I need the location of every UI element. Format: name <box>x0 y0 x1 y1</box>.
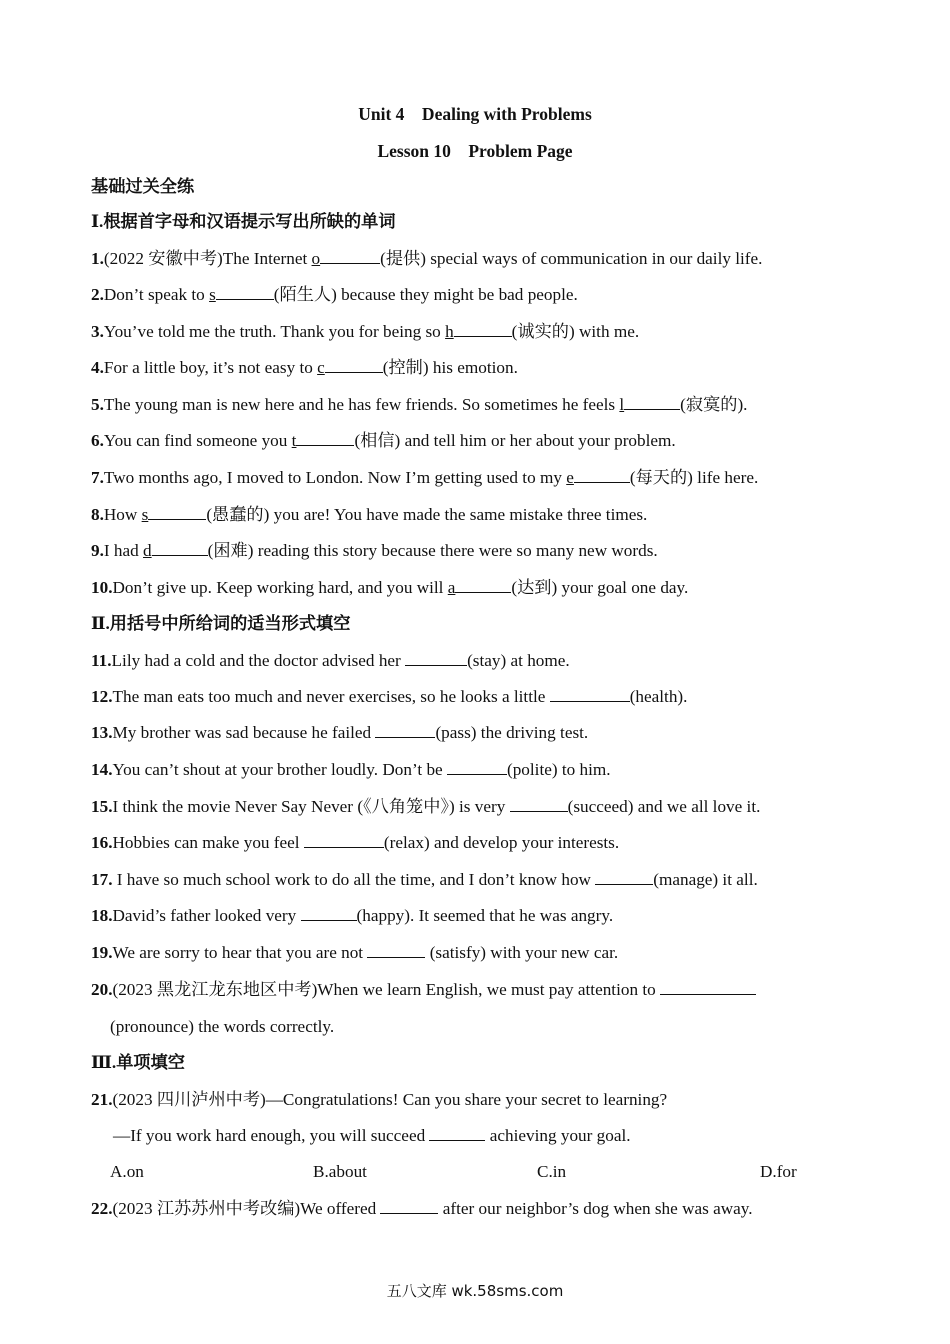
answer-blank[interactable] <box>375 722 435 738</box>
answer-blank[interactable]: h <box>445 322 512 341</box>
unit-title: Unit 4 Dealing with Problems <box>358 104 592 124</box>
section-1-heading: Ⅰ.根据首字母和汉语提示写出所缺的单词 <box>91 212 396 231</box>
question-10: 10.Don’t give up. Keep working hard, and you will a (达到) your goal one day. <box>91 578 689 597</box>
answer-blank[interactable] <box>595 869 653 885</box>
question-8: 8.How s (愚蠢的) you are! You have made the same mistake three times. <box>91 505 648 524</box>
question-6: 6.You can find someone you t (相信) and tell him or her about your problem. <box>91 431 676 450</box>
question-16: 16.Hobbies can make you feel (relax) and develop your interests. <box>91 833 620 852</box>
answer-blank[interactable] <box>301 905 357 921</box>
option-a[interactable]: A.on <box>110 1162 144 1181</box>
section-3-heading: Ⅲ.单项填空 <box>91 1053 185 1072</box>
question-3: 3.You’ve told me the truth. Thank you for being so h (诚实的) with me. <box>91 322 640 341</box>
question-18: 18.David’s father looked very (happy). It seemed that he was angry. <box>91 906 614 925</box>
answer-blank[interactable] <box>405 650 467 666</box>
option-d[interactable]: D.for <box>760 1162 797 1181</box>
answer-blank[interactable] <box>380 1198 438 1214</box>
question-11: 11.Lily had a cold and the doctor advised her (stay) at home. <box>91 651 570 670</box>
question-2: 2.Don’t speak to s (陌生人) because they might be bad people. <box>91 285 578 304</box>
answer-blank[interactable] <box>367 942 425 958</box>
answer-blank[interactable]: a <box>448 578 512 597</box>
question-9: 9.I had d (困难) reading this story because there were so many new words. <box>91 541 658 560</box>
question-22: 22.(2023 江苏苏州中考改编)We offered after our neighbor’s dog when she was away. <box>91 1199 753 1218</box>
question-12: 12.The man eats too much and never exercises, so he looks a little (health). <box>91 687 688 706</box>
lesson-title: Lesson 10 Problem Page <box>377 141 573 161</box>
question-13: 13.My brother was sad because he failed (pass) the driving test. <box>91 723 589 742</box>
question-21: 21.(2023 四川泸州中考)—Congratulations! Can you share your secret to learning? <box>91 1090 668 1109</box>
answer-blank[interactable]: o <box>312 249 381 268</box>
section-2-heading: Ⅱ.用括号中所给词的适当形式填空 <box>91 614 351 633</box>
answer-blank[interactable]: t <box>292 431 355 450</box>
answer-blank[interactable] <box>447 759 507 775</box>
question-15: 15.I think the movie Never Say Never (《八角笼中》) is very (succeed) and we all love it. <box>91 797 761 816</box>
answer-blank[interactable] <box>550 686 630 702</box>
question-17: 17. I have so much school work to do all the time, and I don’t know how (manage) it all. <box>91 870 758 889</box>
answer-blank[interactable]: s <box>209 285 274 304</box>
question-20-continued: (pronounce) the words correctly. <box>110 1017 335 1036</box>
footer-watermark: 五八文库 wk.58sms.com <box>386 1282 564 1300</box>
question-number: 1. <box>91 249 104 268</box>
answer-blank[interactable]: l <box>619 395 680 414</box>
question-20: 20.(2023 黑龙江龙东地区中考)When we learn English, we must pay attention to <box>91 979 756 1001</box>
section-subtitle: 基础过关全练 <box>91 177 195 196</box>
question-21-reply: —If you work hard enough, you will succeed achieving your goal. <box>113 1126 631 1145</box>
option-b[interactable]: B.about <box>313 1162 367 1181</box>
answer-blank[interactable]: d <box>143 541 208 560</box>
answer-blank[interactable]: e <box>566 468 630 487</box>
question-4: 4.For a little boy, it’s not easy to c (控制) his emotion. <box>91 358 518 377</box>
answer-blank[interactable]: c <box>317 358 383 377</box>
question-1: 1.(2022 安徽中考)The Internet o (提供) special ways of communication in our daily life. <box>91 249 763 268</box>
question-5: 5.The young man is new here and he has few friends. So sometimes he feels l (寂寞的). <box>91 395 748 414</box>
answer-blank[interactable] <box>304 832 384 848</box>
answer-blank[interactable] <box>429 1125 485 1141</box>
answer-blank[interactable] <box>510 796 568 812</box>
answer-blank[interactable]: s <box>142 505 207 524</box>
answer-blank[interactable] <box>660 979 756 995</box>
question-7: 7.Two months ago, I moved to London. Now I’m getting used to my e (每天的) life here. <box>91 468 759 487</box>
question-19: 19.We are sorry to hear that you are not (satisfy) with your new car. <box>91 943 619 962</box>
option-c[interactable]: C.in <box>537 1162 567 1181</box>
question-14: 14.You can’t shout at your brother loudly. Don’t be (polite) to him. <box>91 760 611 779</box>
